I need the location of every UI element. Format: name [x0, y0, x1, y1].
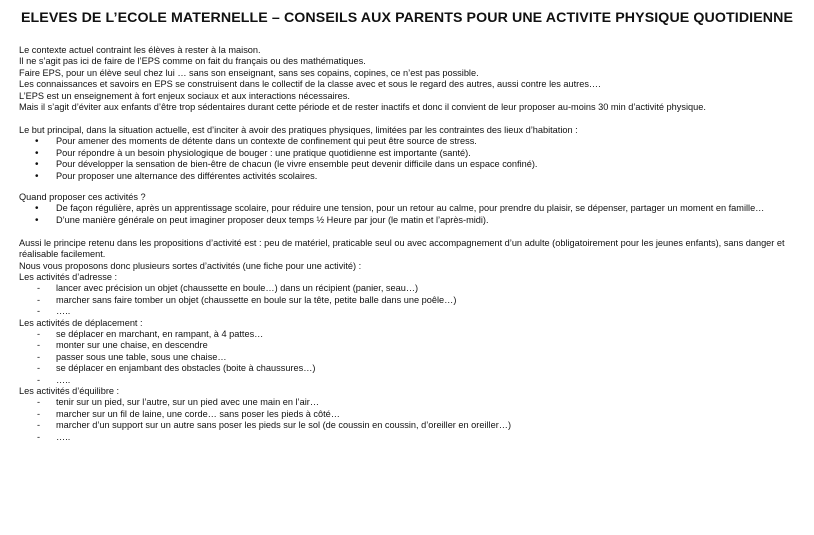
activity-item: - ….. — [19, 432, 809, 443]
intro-line: L’EPS est un enseignement à fort enjeux sociaux et aux interactions nécessaires. — [19, 90, 350, 101]
intro-line: Le contexte actuel contraint les élèves à rester à la maison. — [19, 45, 261, 55]
category-label: Les activités d’adresse : — [19, 271, 118, 282]
activity-item: - monter sur une chaise, en descendre — [19, 340, 809, 351]
category-label: Les activités d’équilibre : — [19, 385, 120, 396]
intro-line: Mais il s’agit d’éviter aux enfants d’être trop sédentaires durant cette période et de rester inactifs et donc il convient de leur proposer au-moins 30 min d’activité physique. — [19, 102, 706, 113]
intro-line: Il ne s’agit pas ici de faire de l’EPS comme on fait du français ou des mathématiques. — [19, 56, 366, 67]
category-adresse — [19, 272, 809, 318]
intro-line: Faire EPS, pour un élève seul chez lui … sans son enseignant, sans ses copains, copines, ce n’est pas possible. — [19, 67, 479, 78]
activity-item: - se déplacer en enjambant des obstacles (boite à chaussures…) — [19, 363, 809, 374]
spacer — [19, 113, 809, 125]
proposal-text: Nous vous proposons donc plusieurs sortes d’activités (une fiche pour une activité) : — [19, 260, 362, 271]
spacer — [19, 226, 809, 238]
goal-heading: Le but principal, dans la situation actuelle, est d’inciter à avoir des pratiques physiques, limitées par les contraintes des lieux d’habitation : — [19, 124, 578, 135]
category-list — [19, 283, 809, 317]
activity-item: - marcher sur un fil de laine, une corde… sans poser les pieds à côté… — [19, 409, 809, 420]
when-item: • D’une manière générale on peut imaginer proposer deux temps ½ Heure par jour (le matin et l’après-midi). — [19, 215, 809, 226]
goal-item: • Pour proposer une alternance des différentes activités scolaires. — [19, 171, 809, 182]
goal-item: • Pour répondre à un besoin physiologique de bouger : une pratique quotidienne est importante (santé). — [19, 148, 809, 159]
principle-text: Aussi le principe retenu dans les propositions d’activité est : peu de matériel, praticable seul ou avec accompagnement d’un adulte (obligatoirement pour les jeunes enfants), sans danger et réalisable facilement. — [19, 237, 785, 260]
when-section — [19, 192, 809, 226]
category-list — [19, 397, 809, 443]
principle-section — [19, 238, 809, 272]
activity-item: - tenir sur un pied, sur l’autre, sur un pied avec une main en l’air… — [19, 397, 809, 408]
category-deplacement — [19, 318, 809, 386]
activity-item: - ….. — [19, 306, 809, 317]
spacer — [19, 182, 809, 192]
category-label: Les activités de déplacement : — [19, 317, 143, 328]
activity-item: - passer sous une table, sous une chaise… — [19, 352, 809, 363]
intro-line: Les connaissances et savoirs en EPS se construisent dans le collectif de la classe avec et sous le regard des autres, aussi contre les autres…. — [19, 79, 601, 90]
when-list — [19, 203, 809, 226]
goal-item: • Pour amener des moments de détente dans un contexte de confinement qui peut être source de stress. — [19, 136, 809, 147]
document-body — [19, 45, 809, 443]
activity-item: - lancer avec précision un objet (chaussette en boule…) dans un récipient (panier, seau…) — [19, 283, 809, 294]
activity-item: - ….. — [19, 375, 809, 386]
activity-item: - se déplacer en marchant, en rampant, à 4 pattes… — [19, 329, 809, 340]
goal-item: • Pour développer la sensation de bien-être de chacun (le vivre ensemble peut devenir difficile dans un espace confiné). — [19, 159, 809, 170]
intro-section — [19, 45, 809, 113]
activity-item: - marcher sans faire tomber un objet (chaussette en boule sur la tête, petite balle dans une poêle…) — [19, 295, 809, 306]
when-item: • De façon régulière, après un apprentissage scolaire, pour réduire une tension, pour un retour au calme, pour prendre du plaisir, se dépenser, partager un moment en famille… — [19, 203, 796, 214]
document-title: ELEVES DE L’ECOLE MATERNELLE – CONSEILS AUX PARENTS POUR UNE ACTIVITE PHYSIQUE QUOTIDIENNE — [20, 10, 794, 26]
goal-section — [19, 125, 809, 182]
when-heading: Quand proposer ces activités ? — [19, 191, 146, 202]
activity-item: - marcher d’un support sur un autre sans poser les pieds sur le sol (de coussin en coussin, d’oreiller en oreiller…) — [19, 420, 809, 431]
category-list — [19, 329, 809, 386]
category-equilibre — [19, 386, 809, 443]
goal-list — [19, 136, 809, 182]
